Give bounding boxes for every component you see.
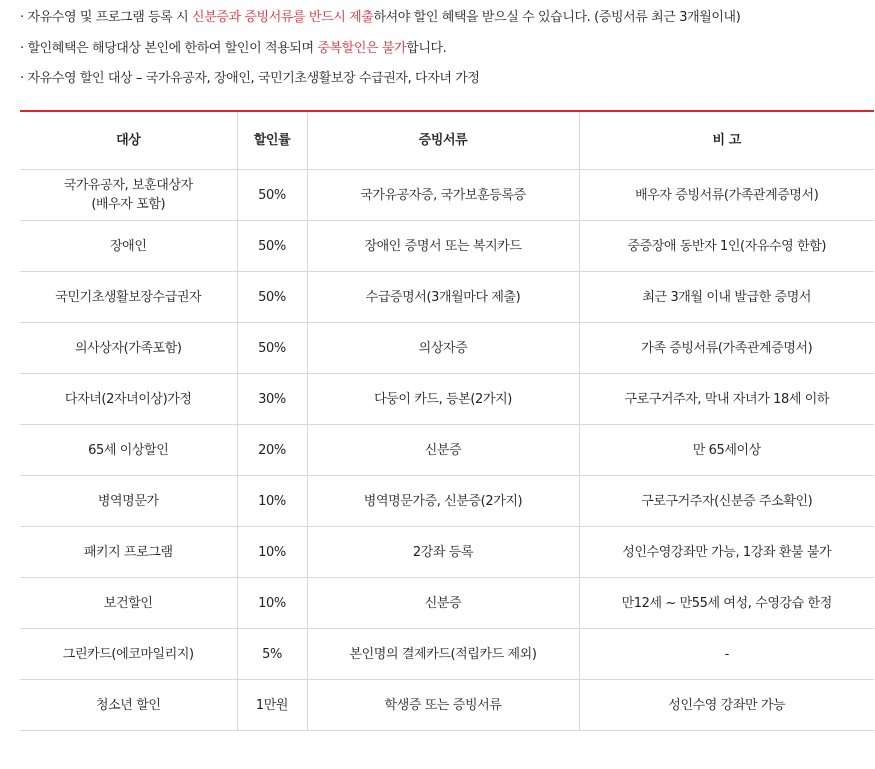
cell-remarks: 중증장애 동반자 1인(자유수영 한함)	[579, 221, 874, 272]
cell-documents: 의상자증	[307, 323, 579, 374]
cell-target	[20, 170, 237, 221]
notice-line-targets	[20, 70, 480, 88]
cell-rate: 5%	[237, 629, 307, 680]
cell-documents: 2강좌 등록	[307, 527, 579, 578]
table-row	[20, 170, 874, 221]
cell-target: 패키지 프로그램	[20, 527, 237, 578]
header-rate: 할인률	[237, 111, 307, 170]
cell-target: 다자녀(2자녀이상)가정	[20, 374, 237, 425]
cell-target: 보건할인	[20, 578, 237, 629]
cell-target: 국민기초생활보장수급권자	[20, 272, 237, 323]
cell-target: 그린카드(에코마일리지)	[20, 629, 237, 680]
cell-remarks: 구로구거주자, 막내 자녀가 18세 이하	[579, 374, 874, 425]
cell-documents: 장애인 증명서 또는 복지카드	[307, 221, 579, 272]
table-row	[20, 629, 874, 680]
cell-documents: 학생증 또는 증빙서류	[307, 680, 579, 731]
table-body	[20, 170, 874, 731]
cell-rate: 1만원	[237, 680, 307, 731]
table-row	[20, 425, 874, 476]
notice-highlight: 중복할인은 불가	[317, 41, 407, 56]
table-row	[20, 374, 874, 425]
cell-target: 의사상자(가족포함)	[20, 323, 237, 374]
cell-remarks: 성인수영 강좌만 가능	[579, 680, 874, 731]
cell-target: 병역명문가	[20, 476, 237, 527]
cell-rate: 50%	[237, 323, 307, 374]
cell-rate: 50%	[237, 221, 307, 272]
cell-remarks: -	[579, 629, 874, 680]
table-row	[20, 221, 874, 272]
cell-rate: 50%	[237, 170, 307, 221]
cell-target: 65세 이상할인	[20, 425, 237, 476]
notice-text: 하셔야 할인 혜택을 받으실 수 있습니다. (증빙서류 최근 3개월이내)	[373, 10, 741, 25]
cell-target: 청소년 할인	[20, 680, 237, 731]
table-row	[20, 476, 874, 527]
notice-line-documents	[20, 9, 740, 27]
cell-rate: 10%	[237, 578, 307, 629]
table-row	[20, 578, 874, 629]
cell-remarks: 구로구거주자(신분증 주소확인)	[579, 476, 874, 527]
table-row	[20, 272, 874, 323]
cell-documents: 다둥이 카드, 등본(2가지)	[307, 374, 579, 425]
discount-table	[20, 110, 874, 731]
header-remarks: 비 고	[579, 111, 874, 170]
cell-remarks: 만12세 ~ 만55세 여성, 수영강습 한정	[579, 578, 874, 629]
cell-rate: 10%	[237, 527, 307, 578]
cell-remarks: 최근 3개월 이내 발급한 증명서	[579, 272, 874, 323]
cell-remarks: 가족 증빙서류(가족관계증명서)	[579, 323, 874, 374]
table-row	[20, 680, 874, 731]
cell-documents: 국가유공자증, 국가보훈등록증	[307, 170, 579, 221]
notice-text: · 자유수영 할인 대상 – 국가유공자, 장애인, 국민기초생활보장 수급권자, 다자녀 가정	[20, 71, 480, 86]
notice-text: 합니다.	[406, 41, 447, 56]
cell-documents: 신분증	[307, 578, 579, 629]
notice-text: · 할인혜택은 해당대상 본인에 한하여 할인이 적용되며	[20, 41, 318, 56]
cell-rate: 10%	[237, 476, 307, 527]
cell-documents: 본인명의 결제카드(적립카드 제외)	[307, 629, 579, 680]
cell-documents: 신분증	[307, 425, 579, 476]
notice-text: · 자유수영 및 프로그램 등록 시	[20, 10, 193, 25]
cell-remarks: 배우자 증빙서류(가족관계증명서)	[579, 170, 874, 221]
notice-highlight: 신분증과 증빙서류를 반드시 제출	[192, 10, 374, 25]
cell-rate: 20%	[237, 425, 307, 476]
notice-line-duplicate	[20, 40, 446, 58]
header-target: 대상	[20, 111, 237, 170]
cell-target: 장애인	[20, 221, 237, 272]
cell-remarks: 만 65세이상	[579, 425, 874, 476]
cell-text: 국가유공자, 보훈대상자 (배우자 포함)	[63, 178, 193, 212]
cell-remarks: 성인수영강좌만 가능, 1강좌 환불 불가	[579, 527, 874, 578]
table-row	[20, 323, 874, 374]
cell-rate: 30%	[237, 374, 307, 425]
cell-documents: 병역명문가증, 신분증(2가지)	[307, 476, 579, 527]
table-header-row	[20, 111, 874, 170]
cell-rate: 50%	[237, 272, 307, 323]
table-row	[20, 527, 874, 578]
header-documents: 증빙서류	[307, 111, 579, 170]
cell-documents: 수급증명서(3개월마다 제출)	[307, 272, 579, 323]
